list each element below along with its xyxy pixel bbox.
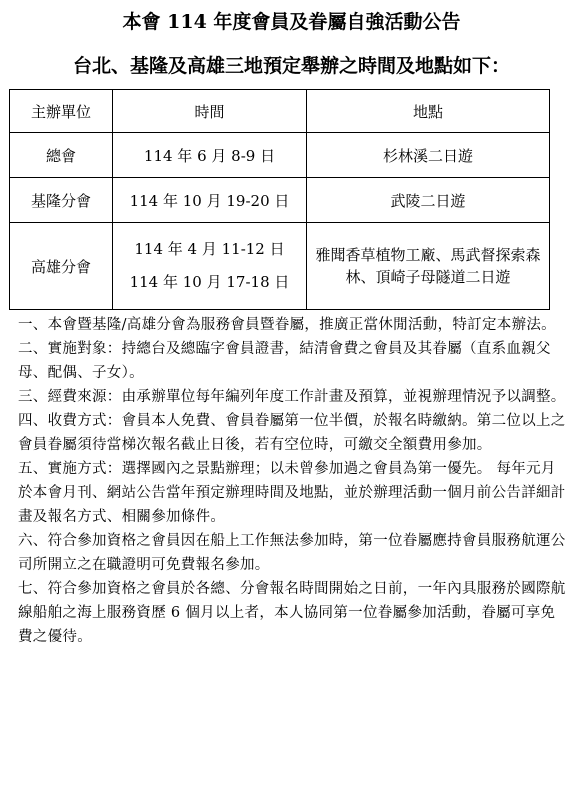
note-item: 一、本會暨基隆/高雄分會為服務會員暨眷屬，推廣正當休閒活動，特訂定本辦法。 — [18, 317, 556, 333]
table-row — [10, 223, 550, 310]
row-location: 武陵二日遊 — [307, 178, 550, 223]
note-item: 四、收費方式：會員本人免費、會員眷屬第一位半價，於報名時繳納。第二位以上之會員眷屬須待當梯次報名截止日後，若有空位時，可繳交全額費用參加。 — [18, 413, 566, 453]
header-location: 地點 — [307, 90, 550, 133]
note-item: 二、實施對象：持總台及總臨字會員證書，結清會費之會員及其眷屬（直系血親父母、配偶、子女）。 — [18, 341, 551, 381]
row-dates — [113, 223, 307, 310]
row-date: 114 年 10 月 17-18 日 — [129, 273, 290, 291]
note-item: 三、經費來源：由承辦單位每年編列年度工作計畫及預算，並視辦理情況予以調整。 — [18, 389, 566, 405]
notes-list — [18, 313, 566, 649]
note-item: 七、符合參加資格之會員於各總、分會報名時間開始之日前，一年內具服務於國際航線船舶之海上服務資歷 6 個月以上者，本人協同第一位眷屬參加活動，眷屬可享免費之優待。 — [18, 581, 566, 645]
table-header-row — [10, 90, 550, 133]
table-row — [10, 133, 550, 178]
row-date: 114 年 4 月 11-12 日 — [134, 240, 285, 258]
note-item: 六、符合參加資格之會員因在船上工作無法參加時，第一位眷屬應持會員服務航運公司所開立之在職證明可免費報名參加。 — [18, 533, 566, 573]
page-title: 本會 114 年度會員及眷屬自強活動公告 — [122, 11, 461, 33]
row-date: 114 年 10 月 19-20 日 — [113, 178, 307, 223]
header-organizer: 主辦單位 — [10, 90, 113, 133]
row-unit: 基隆分會 — [10, 178, 113, 223]
row-location: 雅聞香草植物工廠、馬武督探索森林、頂崎子母隧道二日遊 — [307, 223, 550, 310]
row-date: 114 年 6 月 8-9 日 — [113, 133, 307, 178]
schedule-table — [9, 89, 550, 310]
row-location: 杉林溪二日遊 — [307, 133, 550, 178]
row-unit: 高雄分會 — [10, 223, 113, 310]
table-row — [10, 178, 550, 223]
row-unit: 總會 — [10, 133, 113, 178]
page-subtitle: 台北、基隆及高雄三地預定舉辦之時間及地點如下： — [72, 55, 510, 77]
note-item: 五、實施方式：選擇國內之景點辦理；以未曾參加過之會員為第一優先。 每年元月於本會月刊、網站公告當年預定辦理時間及地點，並於辦理活動一個月前公告詳細計畫及報名方式、相關參加條件。 — [18, 461, 566, 525]
header-time: 時間 — [113, 90, 307, 133]
